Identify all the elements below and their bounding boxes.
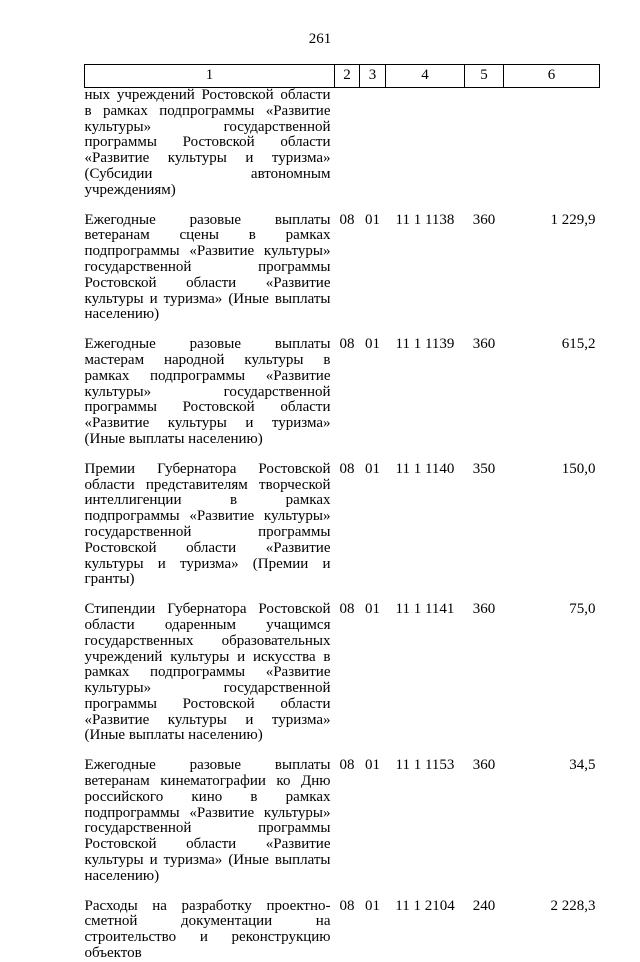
row-target-code	[386, 88, 465, 199]
page-number: 261	[308, 31, 332, 47]
row-expense-type: 360	[472, 757, 496, 774]
row-amount: 75,0	[569, 601, 596, 618]
row-expense-type: 240	[472, 897, 496, 914]
row-section: 08	[339, 211, 355, 228]
row-subsection: 01	[365, 757, 380, 774]
row-expense-type	[465, 88, 504, 199]
row-target-code: 11 1 2104	[395, 897, 455, 914]
row-subsection: 01	[365, 897, 380, 914]
table-row	[85, 899, 600, 962]
row-target-code: 11 1 1138	[395, 211, 455, 228]
column-header-1: 1	[85, 65, 335, 88]
table-row	[85, 337, 600, 448]
row-description: Расходы на разработку проектно-сметной документации на строительство и реконструкцию объектов	[84, 897, 331, 962]
row-target-code: 11 1 1140	[395, 460, 455, 477]
row-subsection: 01	[365, 601, 380, 618]
row-target-code: 11 1 1141	[395, 601, 455, 618]
row-amount: 1 229,9	[550, 211, 596, 228]
row-section: 08	[339, 757, 355, 774]
row-section: 08	[339, 601, 355, 618]
column-header-3: 3	[360, 65, 386, 88]
row-description: Премии Губернатора Ростовской области представителям творческой интеллигенции в рамках подпрограммы «Развитие культуры» государственной программы Ростовской области «Развитие культуры и туризма» (Премии и гранты)	[84, 460, 331, 588]
row-subsection: 01	[365, 460, 380, 477]
row-amount	[504, 88, 600, 199]
column-header-5: 5	[465, 65, 504, 88]
row-description: Ежегодные разовые выплаты мастерам народной культуры в рамках подпрограммы «Развитие культуры» государственной программы Ростовской области «Развитие культуры и туризма» (Иные выплаты населению)	[84, 336, 331, 447]
row-subsection	[360, 88, 386, 199]
row-section: 08	[339, 897, 355, 914]
row-description: ных учреждений Ростовской области в рамках подпрограммы «Развитие культуры» государственной программы Ростовской области «Развитие культуры и туризма» (Субсидии автономным учреждениям)	[84, 87, 331, 198]
row-description: Стипендии Губернатора Ростовской области одаренным учащимся государственных образовательных учреждений культуры и искусства в рамках подпрограммы «Развитие культуры» государственной программы Ростовской области «Развитие культуры и туризма» (Иные выплаты населению)	[84, 601, 331, 744]
row-expense-type: 360	[472, 601, 496, 618]
table-row	[85, 602, 600, 744]
row-section: 08	[339, 460, 355, 477]
row-expense-type: 350	[472, 460, 496, 477]
row-target-code: 11 1 1153	[395, 757, 455, 774]
row-target-code: 11 1 1139	[395, 336, 455, 353]
row-section	[335, 88, 360, 199]
column-header-2: 2	[335, 65, 360, 88]
column-header-4: 4	[386, 65, 465, 88]
row-amount: 34,5	[569, 757, 596, 774]
table-row	[85, 88, 600, 199]
row-section: 08	[339, 336, 355, 353]
table-row	[85, 758, 600, 884]
row-subsection: 01	[365, 211, 380, 228]
budget-table	[84, 64, 600, 962]
table-row	[85, 213, 600, 324]
table-row	[85, 462, 600, 588]
row-amount: 150,0	[561, 460, 596, 477]
header-row	[85, 65, 600, 88]
row-amount: 615,2	[561, 336, 596, 353]
row-expense-type: 360	[472, 336, 496, 353]
column-header-6: 6	[504, 65, 600, 88]
row-description: Ежегодные разовые выплаты ветеранам сцены в рамках подпрограммы «Развитие культуры» государственной программы Ростовской области «Развитие культуры и туризма» (Иные выплаты населению)	[84, 211, 331, 323]
row-amount: 2 228,3	[550, 897, 596, 914]
row-expense-type: 360	[472, 211, 496, 228]
row-description: Ежегодные разовые выплаты ветеранам кинематографии ко Дню российского кино в рамках подпрограммы «Развитие культуры» государственной программы Ростовской области «Развитие культуры и туризма» (Иные выплаты населению)	[84, 757, 331, 884]
row-subsection: 01	[365, 336, 380, 353]
